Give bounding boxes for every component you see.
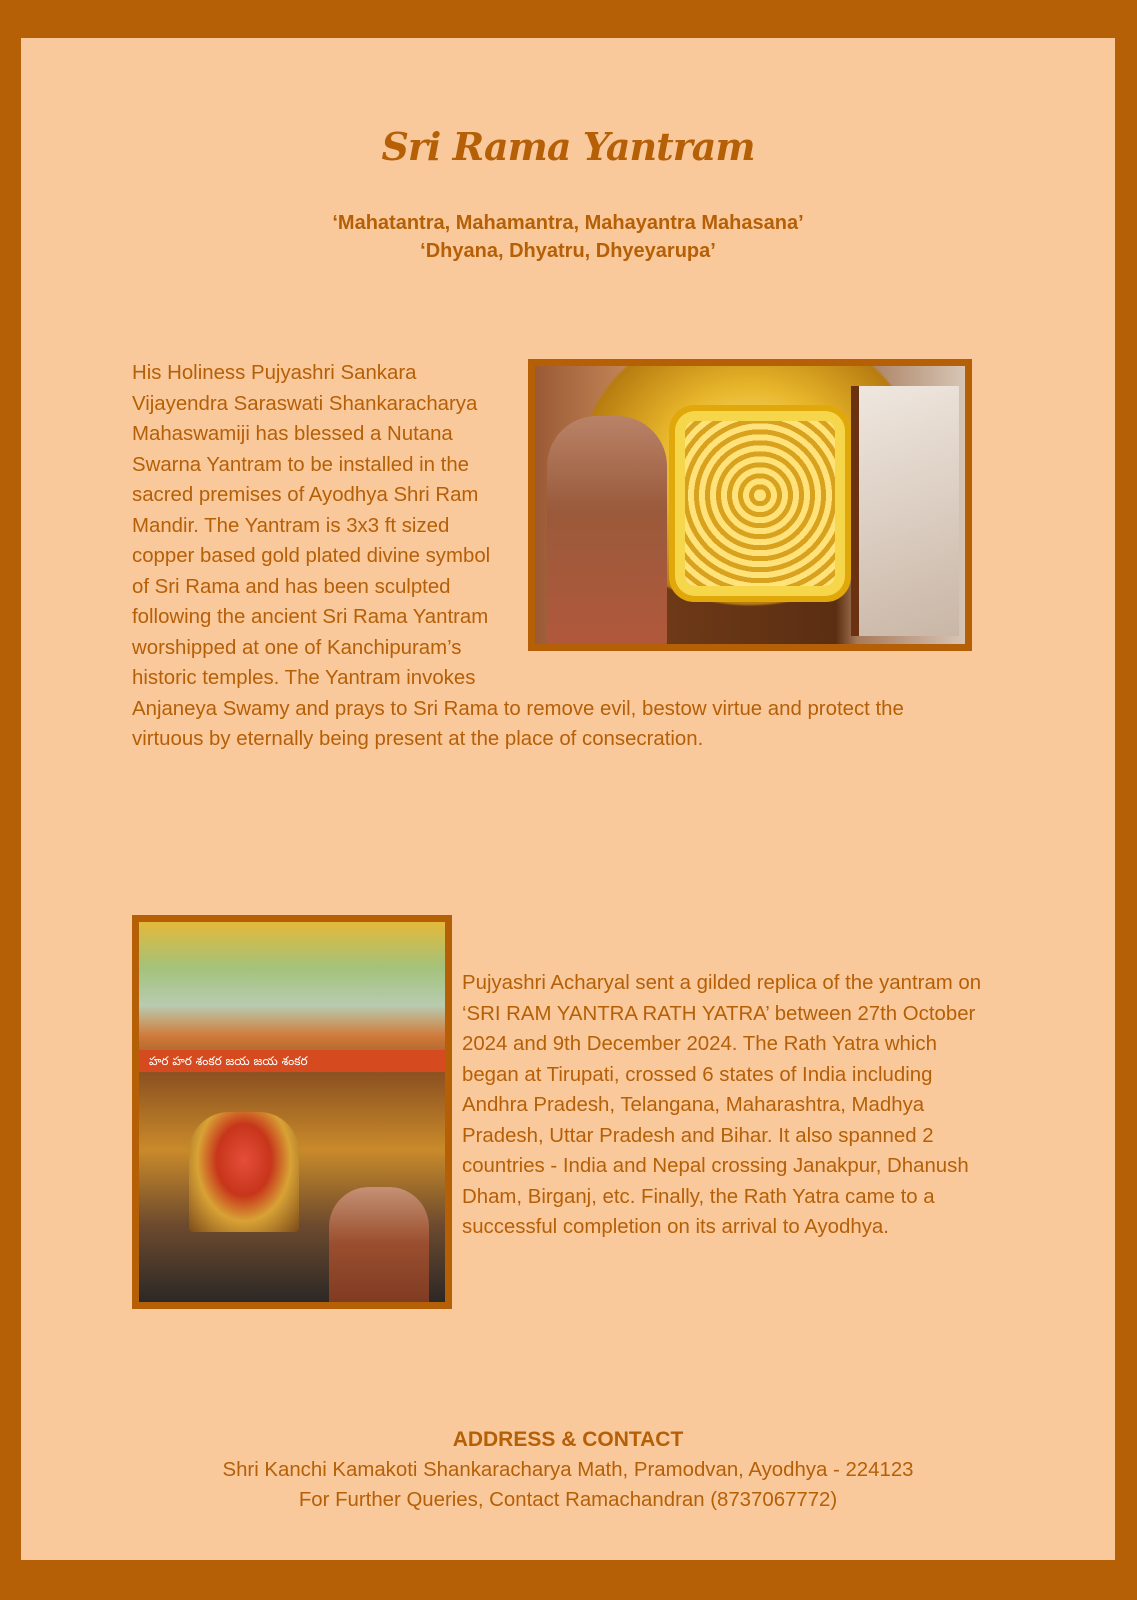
section-yantram	[132, 358, 972, 755]
rath-yatra-photo	[132, 915, 452, 1309]
shrine-banner	[139, 1050, 445, 1072]
rath-yatra-description: Pujyashri Acharyal sent a gilded replica of the yantram on ‘SRI RAM YANTRA RATH YATRA’ between 27th October 2024 and 9th December 2024. The Rath Yatra which began at Tirupati, crossed 6 states of India including Andhra Pradesh, Telangana, Maharashtra, Madhya Pradesh, Uttar Pradesh and Bihar. It also spanned 2 countries - India and Nepal crossing Janakpur, Dhanush Dham, Birganj, etc. Finally, the Rath Yatra came to a successful completion on its arrival to Ayodhya.	[462, 972, 982, 1238]
golden-yantra	[685, 421, 835, 586]
yantram-description: His Holiness Pujyashri Sankara Vijayendra Saraswati Shankaracharya Mahaswamiji has blessed a Nutana Swarna Yantram to be installed in the sacred premises of Ayodhya Shri Ram Mandir. The Yantram is 3x3 ft sized copper based gold plated divine symbol of Sri Rama and has been sculpted following the ancient Sri Rama Yantram worshipped at one of Kanchipuram’s historic temples. The Yantram invokes Anjaneya Swamy and prays to Sri Rama to remove evil, bestow virtue and protect the virtuous by eternally being present at the place of consecration.	[132, 362, 904, 750]
yantram-photo	[528, 359, 972, 651]
priest-figure	[547, 416, 667, 651]
page-title: Sri Rama Yantram	[381, 124, 755, 169]
acharyal-figure	[329, 1187, 429, 1309]
contact-heading: ADDRESS & CONTACT	[452, 1428, 684, 1451]
deity-shrine	[189, 1112, 299, 1232]
cabinet-glass-door	[851, 386, 959, 636]
mantra-line-1: ‘Mahatantra, Mahamantra, Mahayantra Mahasana’	[332, 212, 804, 234]
shrine-banner-text: హర హర శంకర జయ జయ శంకర	[149, 1054, 308, 1068]
contact-queries: For Further Queries, Contact Ramachandran (8737067772)	[298, 1489, 838, 1511]
page-panel	[21, 38, 1115, 1560]
contact-address: Shri Kanchi Kamakoti Shankaracharya Math, Pramodvan, Ayodhya - 224123	[222, 1459, 914, 1481]
mantra-line-2: ‘Dhyana, Dhyatru, Dhyeyarupa’	[420, 240, 716, 262]
